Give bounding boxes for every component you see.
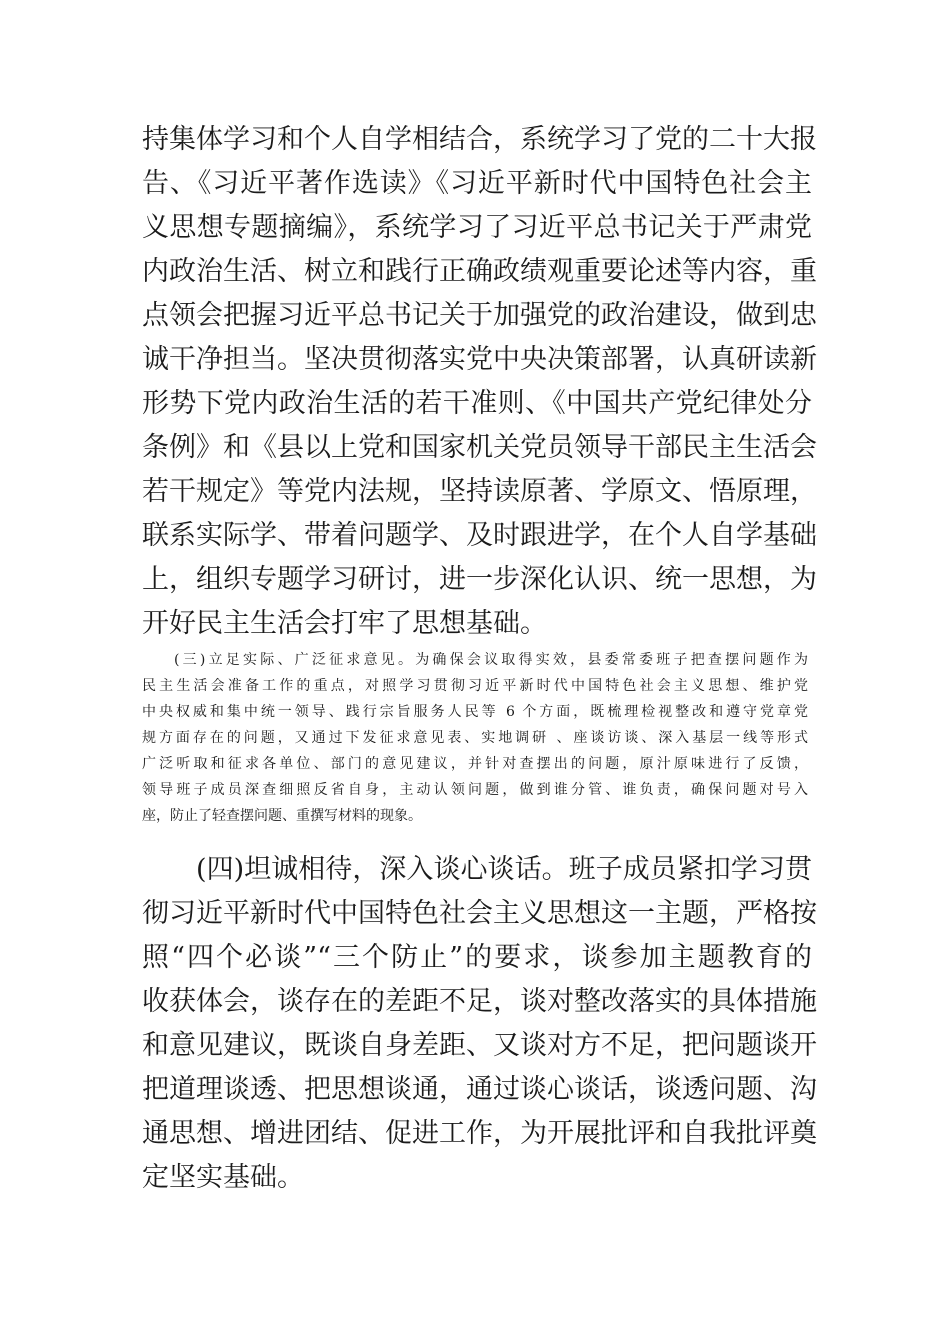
text-line: 持集体学习和个人自学相结合，系统学习了党的二十大报: [142, 124, 817, 155]
text-line: 告、《习近平著作选读》《习近平新时代中国特色社会主: [142, 168, 812, 199]
text-line: (四)坦诚相待，深入谈心谈话。班子成员紧扣学习贯: [196, 854, 812, 885]
text-line: 内政治生活、树立和践行正确政绩观重要论述等内容，重: [142, 256, 817, 287]
text-line: 形势下党内政治生活的若干准则、《中国共产党纪律处分: [142, 388, 812, 419]
text-line: 照“四个必谈”“三个防止”的要求，谈参加主题教育的: [142, 942, 812, 973]
text-line: 定坚实基础。: [142, 1162, 304, 1193]
text-line: 诚干净担当。坚决贯彻落实党中央决策部署，认真研读新: [142, 344, 817, 375]
text-line: 条例》和《县以上党和国家机关党员领导干部民主生活会: [142, 432, 817, 463]
text-line: 若干规定》等党内法规，坚持读原著、学原文、悟原理，: [142, 476, 817, 507]
text-line: 开好民主生活会打牢了思想基础。: [142, 608, 547, 639]
text-line: 彻习近平新时代中国特色社会主义思想这一主题，严格按: [142, 898, 817, 929]
text-line: 上，组织专题学习研讨，进一步深化认识、统一思想，为: [142, 564, 817, 595]
text-line: 收获体会，谈存在的差距不足，谈对整改落实的具体措施: [142, 986, 817, 1017]
text-line: 座，防止了轻查摆问题、重撰写材料的现象。: [142, 808, 422, 824]
text-line: 中央权威和集中统一领导、践行宗旨服务人民等 6 个方面，既梳理检视整改和遵守党章党: [142, 704, 808, 720]
text-line: 民主生活会准备工作的重点，对照学习贯彻习近平新时代中国特色社会主义思想、维护党: [142, 678, 808, 694]
text-line: 通思想、增进团结、促进工作，为开展批评和自我批评奠: [142, 1118, 817, 1149]
text-line: 规方面存在的问题，又通过下发征求意见表、实地调研 、座谈访谈、深入基层一线等形式: [142, 730, 808, 746]
text-line: 联系实际学、带着问题学、及时跟进学，在个人自学基础: [142, 520, 817, 551]
text-line: 广泛听取和征求各单位、部门的意见建议，并针对查摆出的问题，原汁原味进行了反馈，: [142, 756, 808, 772]
text-line: 和意见建议，既谈自身差距、又谈对方不足，把问题谈开: [142, 1030, 817, 1061]
text-line: (三)立足实际、广泛征求意见。为确保会议取得实效，县委常委班子把查摆问题作为: [174, 652, 808, 668]
text-line: 把道理谈透、把思想谈通，通过谈心谈话，谈透问题、沟: [142, 1074, 817, 1105]
text-line: 义思想专题摘编》，系统学习了习近平总书记关于严肃党: [142, 212, 812, 243]
text-line: 领导班子成员深查细照反省自身，主动认领问题，做到谁分管、谁负责，确保问题对号入: [142, 782, 808, 798]
text-line: 点领会把握习近平总书记关于加强党的政治建设，做到忠: [142, 300, 817, 331]
